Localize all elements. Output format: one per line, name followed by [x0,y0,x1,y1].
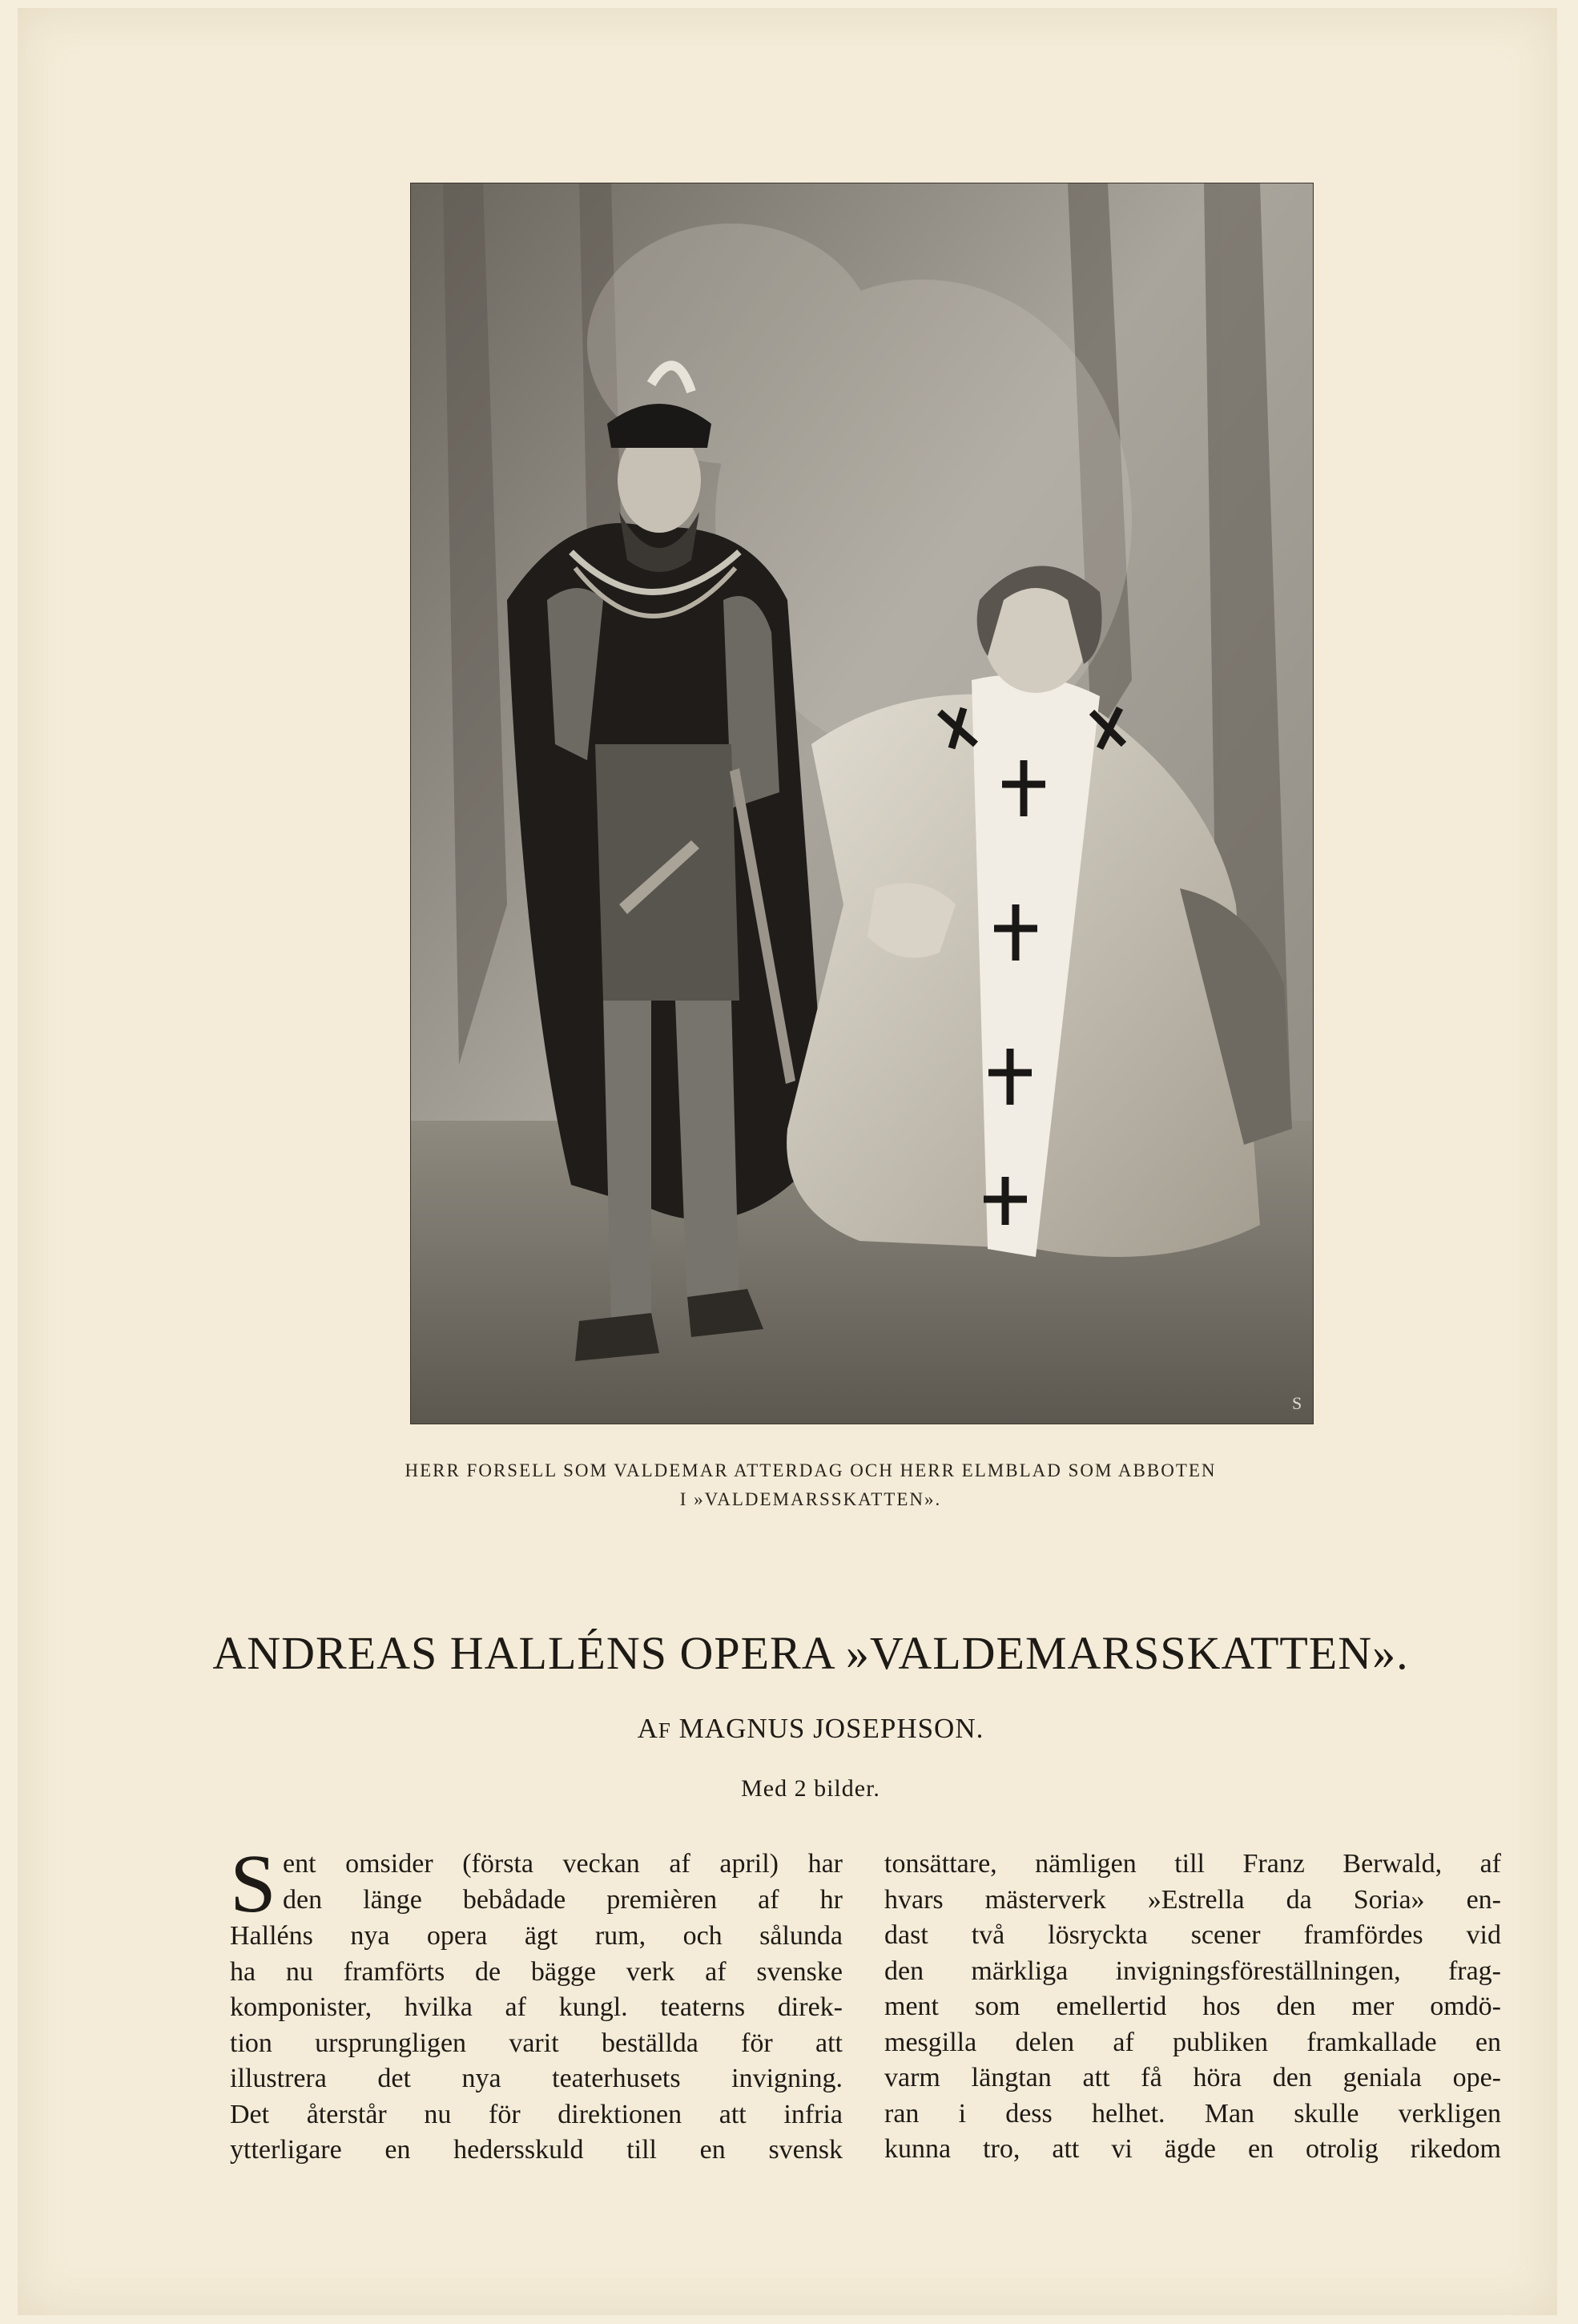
body-line: hvars mästerverk »Estrella da Soria» en- [884,1884,1501,1915]
drop-cap: S [230,1838,276,1930]
caption-line-1: HERR FORSELL SOM VALDEMAR ATTERDAG OCH HERR ELMBLAD SOM ABBOTEN [405,1460,1217,1480]
body-line: ytterligare en hedersskuld till en svensk [230,2135,843,2165]
body-line: ran i dess helhet. Man skulle verkligen [884,2098,1501,2129]
caption-line-2: I »VALDEMARSSKATTEN». [679,1489,942,1509]
body-line: tonsättare, nämligen till Franz Berwald, af [884,1849,1501,1879]
byline-author: MAGNUS JOSEPHSON. [678,1713,984,1744]
body-line: ent omsider (första veckan af april) har [283,1849,843,1879]
body-line: illustrera det nya teaterhusets invigning. [230,2064,843,2093]
byline-prefix-rest: F [658,1718,671,1742]
text-column-right [884,1847,1501,2168]
body-line: ha nu framförts de bägge verk af svenske [230,1956,843,1987]
body-line: varm längtan att få höra den geniala ope- [884,2063,1501,2092]
article-title: ANDREAS HALLÉNS OPERA »VALDEMARSSKATTEN». [212,1627,1409,1679]
byline [258,1713,1363,1745]
body-line: mesgilla delen af publiken framkallade en [884,2027,1501,2057]
body-line: Halléns nya opera ägt rum, och sålunda [230,1921,843,1951]
body-line: kunna tro, att vi ägde en otrolig rikedom [884,2134,1501,2164]
body-line: komponister, hvilka af kungl. teaterns direk- [230,1992,843,2022]
byline-prefix-initial: A [637,1713,658,1744]
body-line: den märkliga invigningsföreställningen, frag- [884,1955,1501,1986]
body-line: tion ursprungligen varit beställda för att [230,2028,843,2058]
illustration-note: Med 2 bilder. [741,1775,880,1802]
text-column-left [230,1838,843,2169]
photograph-two-actors-icon [411,183,1313,1424]
photo-caption [218,1456,1403,1514]
body-line: Det återstår nu för direktionen att infria [230,2099,843,2129]
body-line: ment som emellertid hos den mer omdö- [884,1992,1501,2021]
svg-text:S: S [1292,1393,1302,1413]
body-line: den länge bebådade premièren af hr [283,1884,843,1915]
body-line: dast två lösryckta scener framfördes vid [884,1920,1501,1950]
stage-photograph [410,183,1314,1424]
magazine-page [18,8,1557,2315]
